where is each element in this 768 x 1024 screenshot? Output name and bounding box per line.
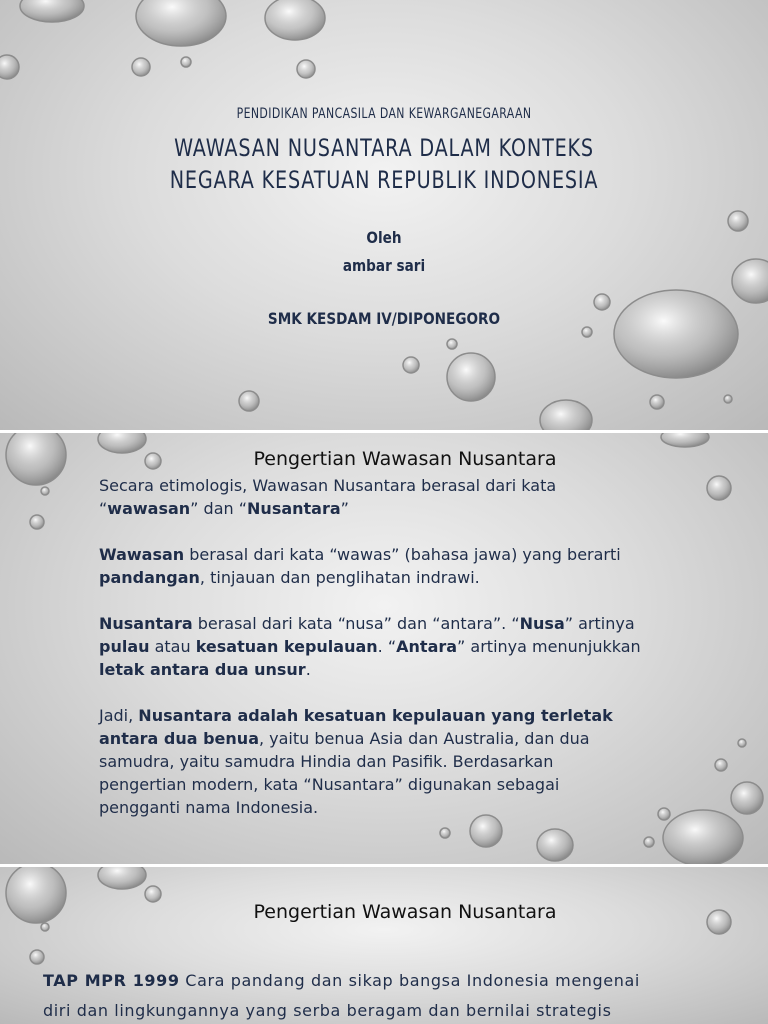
text-run: . [305, 660, 311, 679]
title-line-2: NEGARA KESATUAN REPUBLIK INDONESIA [169, 166, 599, 194]
course-name: PENDIDIKAN PANCASILA DAN KEWARGANEGARAAN [236, 106, 532, 122]
tap-mpr-slide [0, 867, 768, 1024]
term-wawasan: wawasan [107, 499, 191, 518]
text-run: berasal dari kata “nusa” dan “antara”. “ [192, 614, 520, 633]
tap-mpr-text [43, 966, 733, 1024]
text-run: ” dan “ [190, 499, 248, 518]
term-pandangan: pandangan [99, 568, 200, 587]
text-run: pengertian modern, kata “Nusantara” digunakan sebagai [99, 775, 560, 794]
text-run: Jadi, [99, 706, 139, 725]
term-nusantara: Nusantara [99, 614, 193, 633]
text-run: ” artinya menunjukkan [457, 637, 641, 656]
text-run: . “ [377, 637, 397, 656]
term-kesatuan-kepulauan: kesatuan kepulauan [195, 637, 378, 656]
term-conclusion: Nusantara adalah kesatuan kepulauan yang terletak [138, 706, 613, 725]
definition-slide [0, 433, 768, 864]
paragraph-conclusion [99, 704, 659, 819]
paragraph-nusantara [99, 612, 659, 681]
paragraph-etymology [99, 474, 659, 520]
text-run: atau [149, 637, 196, 656]
term-pulau: pulau [99, 637, 150, 656]
text-run: “ [99, 499, 108, 518]
text-run: Secara etimologis, Wawasan Nusantara berasal dari kata [99, 476, 557, 495]
term-nusantara: Nusantara [247, 499, 341, 518]
term-antara: Antara [396, 637, 458, 656]
text-run: berasal dari kata “wawas” (bahasa jawa) yang berarti [184, 545, 621, 564]
tap-mpr-label: TAP MPR 1999 [43, 971, 180, 990]
paragraph-wawasan [99, 543, 659, 589]
title-line-1: WAWASAN NUSANTARA DALAM KONTEKS [174, 134, 594, 162]
title-slide [0, 0, 768, 430]
term-dua-benua: antara dua benua [99, 729, 259, 748]
term-letak: letak antara dua unsur [99, 660, 306, 679]
definition-text [99, 474, 659, 842]
water-drops-decoration [0, 0, 768, 430]
slide-heading: Pengertian Wawasan Nusantara [253, 448, 557, 470]
text-run: ” [340, 499, 349, 518]
school-name: SMK KESDAM IV/DIPONEGORO [267, 309, 501, 328]
term-wawasan: Wawasan [99, 545, 185, 564]
term-nusa: Nusa [519, 614, 565, 633]
text-run: Cara pandang dan sikap bangsa Indonesia mengenai [179, 971, 640, 990]
text-run: samudra, yaitu samudra Hindia dan Pasifik. Berdasarkan [99, 752, 554, 771]
text-run: diri dan lingkungannya yang serba beragam dan bernilai strategis [43, 1001, 612, 1020]
text-run: pengganti nama Indonesia. [99, 798, 319, 817]
text-run: ” artinya [564, 614, 635, 633]
slide-heading: Pengertian Wawasan Nusantara [253, 901, 557, 923]
text-run: , yaitu benua Asia dan Australia, dan dua [258, 729, 590, 748]
by-label: Oleh [366, 228, 402, 247]
author-name: ambar sari [342, 256, 426, 275]
presentation-title [77, 132, 691, 196]
text-run: , tinjauan dan penglihatan indrawi. [199, 568, 480, 587]
